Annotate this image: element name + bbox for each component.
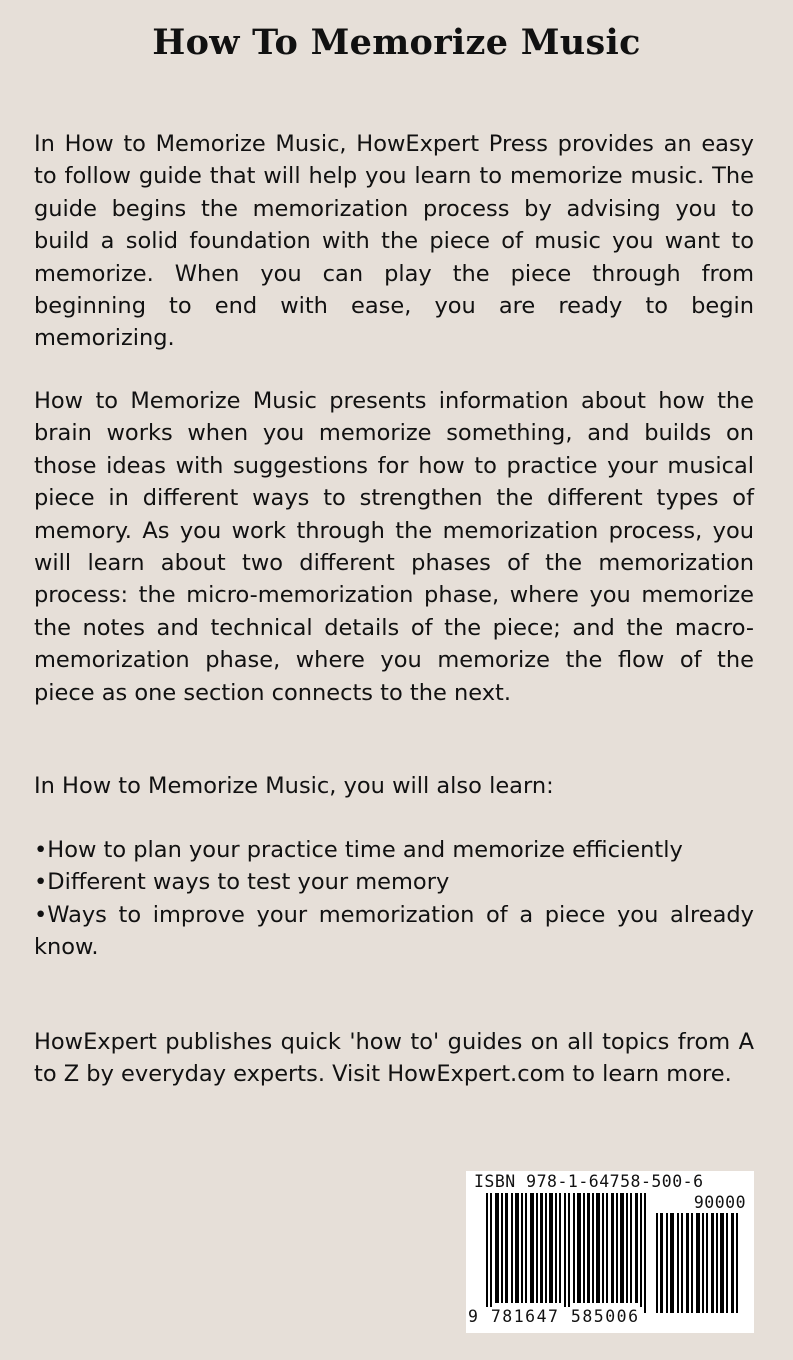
barcode-bars [486,1193,651,1313]
isbn-label: ISBN 978-1-64758-500-6 [474,1172,704,1191]
barcode-addon-bars [656,1213,746,1313]
learn-intro: In How to Memorize Music, you will also learn: [34,773,554,799]
learn-list [34,834,754,964]
barcode-digits: 9 781647 585006 [468,1307,640,1326]
learn-list-item: •Ways to improve your memorization of a piece you already know. [34,901,754,961]
barcode-addon-number: 90000 [693,1193,746,1212]
learn-list-item: •How to plan your practice time and memorize efficiently [34,837,683,863]
description-paragraph-1: In How to Memorize Music, HowExpert Press provides an easy to follow guide that will help you learn to memorize music. The guide begins the memorization process by advising you to build a solid foundation with the piece of music you want to memorize. When you can play the piece through from beginning to end with ease, you are ready to begin memorizing. [34,131,754,352]
description-paragraph-2: How to Memorize Music presents information about how the brain works when you memorize something, and builds on those ideas with suggestions for how to practice your musical piece in different ways to strengthen the different types of memory. As you work through the memorization process, you will learn about two different phases of the memorization process: the micro-memorization phase, where you memorize the notes and technical details of the piece; and the macro-memorization phase, where you memorize the flow of the piece as one section connects to the next. [34,388,754,706]
book-title: How To Memorize Music [152,22,641,63]
learn-list-item: •Different ways to test your memory [34,869,450,896]
publisher-blurb: HowExpert publishes quick 'how to' guides on all topics from A to Z by everyday experts. Visit HowExpert.com to learn more. [34,1029,754,1088]
isbn-barcode [466,1171,754,1333]
